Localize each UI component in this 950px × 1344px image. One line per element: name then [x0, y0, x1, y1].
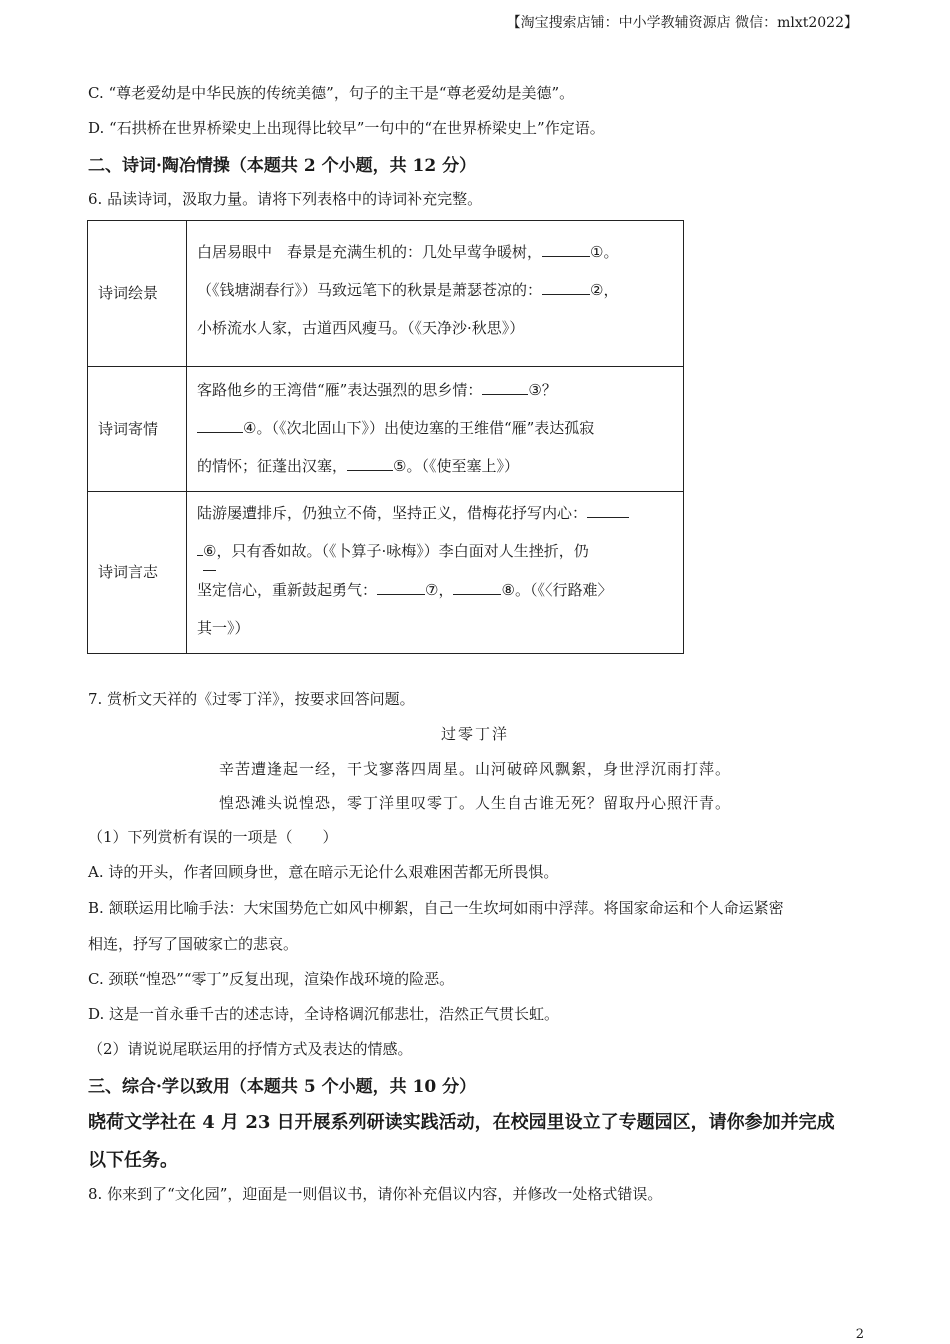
section-3-title: 三、综合·学以致用（本题共 5 个小题，共 10 分）: [88, 1077, 477, 1097]
q7-option-c: C. 颈联“惶恐”“零丁”反复出现，渲染作战环境的险恶。: [88, 970, 455, 988]
answer-blank[interactable]: [377, 576, 425, 595]
poem-table: [87, 220, 684, 654]
q7-option-a: A. 诗的开头，作者回顾身世，意在暗示无论什么艰难困苦都无所畏惧。: [88, 863, 559, 881]
task-intro-cont: 以下任务。: [88, 1150, 178, 1171]
answer-blank[interactable]: [542, 276, 590, 295]
option-c-top: C. “尊老爱幼是中华民族的传统美德”，句子的主干是“尊老爱幼是美德”。: [88, 84, 575, 102]
answer-blank[interactable]: [587, 499, 629, 518]
shop-note: 【淘宝搜索店铺：中小学教辅资源店 微信：mlxt2022】: [506, 15, 858, 31]
answer-blank[interactable]: [453, 576, 501, 595]
table-row: [88, 221, 684, 367]
answer-blank[interactable]: [542, 238, 590, 257]
section-2-title: 二、诗词·陶冶情操（本题共 2 个小题，共 12 分）: [88, 156, 477, 176]
answer-blank[interactable]: [347, 452, 393, 471]
row-content: 陆游屡遭排斥，仍独立不倚，坚持正义，借梅花抒写内心： ⑥，只有香如故。（《卜算子·咏梅》）李白面对人生挫折，仍 坚定信心，重新鼓起勇气： ⑦， ⑧。（《〈行路难〉 其一》）: [187, 492, 684, 654]
row-category: 诗词寄情: [88, 367, 187, 492]
q8-stem: 8. 你来到了“文化园”，迎面是一则倡议书，请你补充倡议内容，并修改一处格式错误。: [88, 1185, 663, 1203]
table-row: [88, 367, 684, 492]
row-content: 白居易眼中 春景是充满生机的：几处早莺争暖树， ①。 （《钱塘湖春行》）马致远笔下的秋景是萧瑟苍凉的： ②， 小桥流水人家，古道西风瘦马。（《天净沙·秋思》）: [187, 221, 684, 367]
task-intro: 晓荷文学社在 4 月 23 日开展系列研读实践活动，在校园里设立了专题园区，请你参加并完成: [88, 1112, 835, 1133]
q7-sub2: （2）请说说尾联运用的抒情方式及表达的情感。: [88, 1040, 413, 1058]
option-d-top: D. “石拱桥在世界桥梁史上出现得比较早”一句中的“在世界桥梁史上”作定语。: [88, 119, 605, 137]
row-category: 诗词绘景: [88, 221, 187, 367]
row-category: 诗词言志: [88, 492, 187, 654]
q7-option-b: B. 颔联运用比喻手法：大宋国势危亡如风中柳絮，自己一生坎坷如雨中浮萍。将国家命运和个人命运紧密: [88, 899, 784, 917]
poem-line: 辛苦遭逢起一经，干戈寥落四周星。山河破碎风飘絮，身世浮沉雨打萍。: [218, 760, 731, 778]
page-number: 2: [855, 1327, 864, 1342]
q7-sub1: （1）下列赏析有误的一项是（ ）: [88, 828, 338, 846]
table-row: [88, 492, 684, 654]
q6-stem: 6. 品读诗词，汲取力量。请将下列表格中的诗词补充完整。: [88, 190, 483, 208]
q7-option-d: D. 这是一首永垂千古的述志诗，全诗格调沉郁悲壮，浩然正气贯长虹。: [88, 1005, 560, 1023]
poem-line: 惶恐滩头说惶恐，零丁洋里叹零丁。人生自古谁无死？留取丹心照汗青。: [218, 794, 731, 812]
answer-blank[interactable]: [197, 414, 243, 433]
poem-title: 过零丁洋: [440, 725, 509, 743]
answer-blank[interactable]: [482, 376, 528, 395]
q7-option-b-cont: 相连，抒写了国破家亡的悲哀。: [88, 935, 299, 953]
q7-stem: 7. 赏析文天祥的《过零丁洋》，按要求回答问题。: [88, 690, 415, 708]
row-content: 客路他乡的王湾借“雁”表达强烈的思乡情： ③？ ④。（《次北固山下》）出使边塞的王维借“雁”表达孤寂 的情怀；征蓬出汉塞， ⑤。（《使至塞上》）: [187, 367, 684, 492]
